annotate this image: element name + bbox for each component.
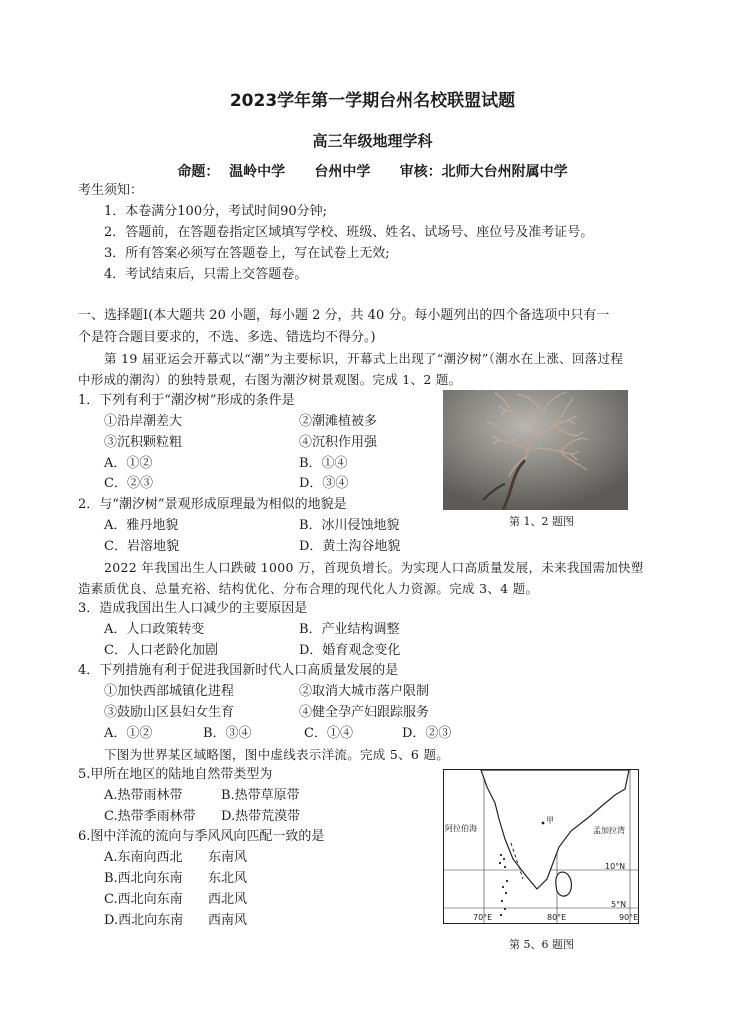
tidal-tree-photo — [443, 390, 628, 510]
q5-option-b: B.热带草原带 — [221, 788, 300, 803]
q6-stem: 6.图中洋流的流向与季风风向匹配一致的是 — [78, 829, 325, 844]
q2-stem: 2．与“潮汐树”景观形成原理最为相似的地貌是 — [78, 497, 347, 512]
region-map — [443, 769, 639, 924]
q6-option-a-direction: A.东南向西北 — [104, 850, 183, 865]
label-lon-80e: 80°E — [547, 913, 567, 922]
q1-option-c: C．②③ — [104, 476, 153, 491]
passage1-line1: 第 19 届亚运会开幕式以“潮”为主要标识，开幕式上出现了“潮汐树”（潮水在上涨、回落过程 — [104, 351, 624, 366]
q2-option-b: B．冰川侵蚀地貌 — [299, 518, 400, 533]
q3-stem: 3．造成我国出生人口减少的主要原因是 — [78, 601, 308, 616]
q1-statement-2: ②潮滩植被多 — [299, 414, 378, 429]
passage2-line2: 造素质优良、总量充裕、结构优化、分布合理的现代化人力资源。完成 3、4 题。 — [78, 581, 539, 596]
label-jia: 甲 — [546, 816, 554, 825]
q4-option-b: B．③④ — [203, 726, 252, 741]
q3-option-c: C．人口老龄化加剧 — [104, 643, 218, 658]
q1-option-b: B．①④ — [299, 456, 348, 471]
section-heading-line2: 个是符合题目要求的，不选、多选、错选均不得分。) — [78, 330, 376, 345]
q1-statement-1: ①沿岸潮差大 — [104, 414, 183, 429]
q6-option-b-direction: B.西北向东南 — [104, 871, 183, 886]
q5-option-c: C.热带季雨林带 — [104, 809, 196, 824]
q2-option-a: A．雅丹地貌 — [104, 518, 179, 533]
label-lat-5n: 5°N — [611, 900, 627, 909]
exam-subtitle: 高三年级地理学科 — [312, 132, 433, 150]
instruction-item: 2．答题前，在答题卷指定区域填写学校、班级、姓名、试场号、座位号及准考证号。 — [104, 225, 594, 240]
q3-option-d: D．婚育观念变化 — [299, 643, 401, 658]
q1-statement-3: ③沉积颗粒粗 — [104, 435, 183, 450]
q1-statement-4: ④沉积作用强 — [299, 435, 378, 450]
exam-title: 2023学年第一学期台州名校联盟试题 — [229, 91, 516, 111]
q4-statement-1: ①加快西部城镇化进程 — [104, 684, 235, 699]
q6-option-b-wind: 东北风 — [208, 871, 248, 886]
q4-statement-4: ④健全孕产妇跟踪服务 — [299, 705, 430, 720]
instruction-item: 4．考试结束后，只需上交答题卷。 — [104, 267, 308, 282]
q6-option-c-direction: C.西北向东南 — [104, 892, 183, 907]
q4-statement-2: ②取消大城市落户限制 — [299, 684, 430, 699]
instruction-item: 3．所有答案必须写在答题卷上，写在试卷上无效; — [104, 246, 390, 261]
q4-stem: 4．下列措施有利于促进我国新时代人口高质量发展的是 — [78, 663, 399, 678]
label-lat-10n: 10°N — [605, 862, 626, 871]
q1-option-d: D．③④ — [299, 476, 349, 491]
q5-option-a: A.热带雨林带 — [104, 788, 183, 803]
q6-option-a-wind: 东南风 — [208, 850, 248, 865]
q2-option-c: C．岩溶地貌 — [104, 539, 179, 554]
fig2-caption: 第 5、6 题图 — [509, 938, 574, 951]
label-lon-70e: 70°E — [473, 913, 493, 922]
instructions-heading: 考生须知： — [78, 183, 144, 198]
passage1-line2: 中形成的潮沟）的独特景观，右图为潮汐树景观图。完成 1、2 题。 — [78, 372, 462, 387]
q1-option-a: A．①② — [104, 456, 153, 471]
q3-option-b: B．产业结构调整 — [299, 622, 400, 637]
label-lon-90e: 90°E — [619, 913, 639, 922]
q2-option-d: D．黄土沟谷地貌 — [299, 539, 401, 554]
passage2-line1: 2022 年我国出生人口跌破 1000 万，首现负增长。为实现人口高质量发展，未来我国需加快塑 — [104, 560, 644, 575]
q4-option-c: C．①④ — [304, 726, 353, 741]
india-sketch-map — [443, 769, 639, 924]
q6-option-c-wind: 西北风 — [208, 892, 248, 907]
passage3-line1: 下图为世界某区域略图，图中虚线表示洋流。完成 5、6 题。 — [104, 747, 450, 762]
instruction-item: 1．本卷满分100分，考试时间90分钟; — [104, 204, 328, 219]
q1-stem: 1．下列有利于“潮汐树”形成的条件是 — [78, 393, 295, 408]
exam-authors: 命题： 温岭中学 台州中学 审核：北师大台州附属中学 — [177, 164, 568, 180]
label-bay-of-bengal: 孟加拉湾 — [593, 826, 625, 835]
q3-option-a: A．人口政策转变 — [104, 622, 205, 637]
q4-statement-3: ③鼓励山区县妇女生育 — [104, 705, 235, 720]
q6-option-d-direction: D.西北向东南 — [104, 913, 184, 928]
q4-option-d: D．②③ — [402, 726, 452, 741]
tidal-tree-graphic — [443, 390, 628, 510]
q4-option-a: A．①② — [104, 726, 153, 741]
section-heading-line1: 一、选择题Ⅰ(本大题共 20 小题，每小题 2 分，共 40 分。每小题列出的四个备选项中只有一 — [78, 308, 610, 323]
fig1-caption: 第 1、2 题图 — [509, 515, 574, 528]
label-arabian-sea: 阿拉伯海 — [445, 824, 477, 833]
q5-stem: 5.甲所在地区的陆地自然带类型为 — [78, 767, 273, 782]
q6-option-d-wind: 西南风 — [208, 913, 248, 928]
q5-option-d: D.热带荒漠带 — [221, 809, 301, 824]
